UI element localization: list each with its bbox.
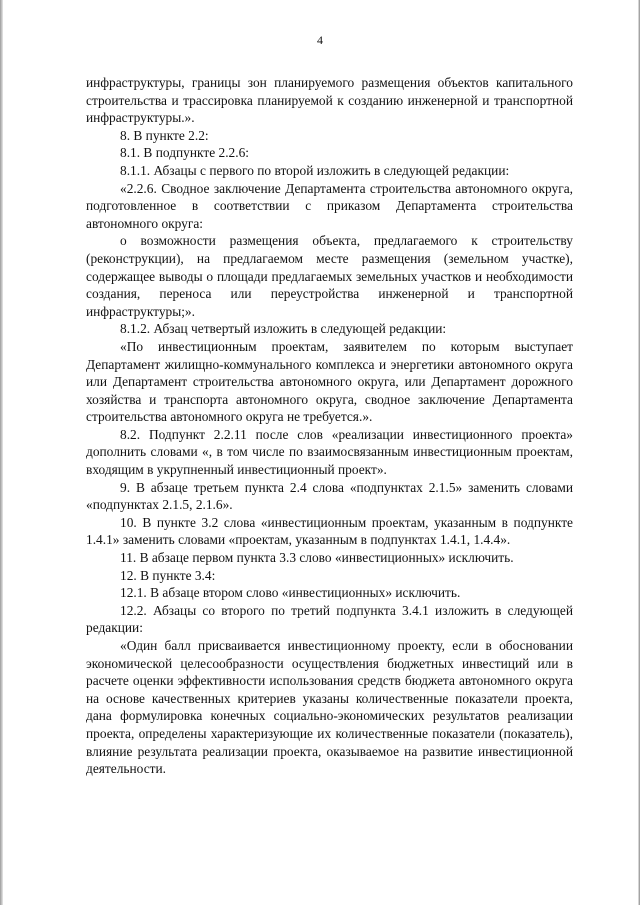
paragraph-11: 10. В пункте 3.2 слова «инвестиционным проектам, указанным в подпункте 1.4.1» заменить словами «проектам, указанным в подпунктах 1.4.1, 1.4.4». <box>86 514 573 548</box>
paragraph-5: «2.2.6. Сводное заключение Департамента строительства автономного округа, подготовленное в соответствии с приказом Департамента строительства автономного округа: <box>86 180 573 231</box>
paragraph-14: 12.1. В абзаце втором слово «инвестиционных» исключить. <box>120 585 461 601</box>
paragraph-3: 8.1. В подпункте 2.2.6: <box>120 145 250 161</box>
paragraph-4: 8.1.1. Абзацы с первого по второй изложить в следующей редакции: <box>120 162 510 178</box>
paragraph-12: 11. В абзаце первом пункта 3.3 слово «инвестиционных» исключить. <box>120 550 514 566</box>
page-number: 4 <box>317 33 323 47</box>
paragraph-6: о возможности размещения объекта, предлагаемого к строительству (реконструкции), на предлагаемом месте размещения (земельном участке), содержащее выводы о площади предлагаемых земельных участков и необходимости создания, переноса или переустройства инженерной и транспортной инфраструктуры;». <box>86 233 573 319</box>
paragraph-15: 12.2. Абзацы со второго по третий подпункта 3.4.1 изложить в следующей редакции: <box>86 602 573 636</box>
paragraph-9: 8.2. Подпункт 2.2.11 после слов «реализации инвестиционного проекта» дополнить словами «, в том числе по взаимосвязанным инвестиционным проектам, входящим в укрупненный инвестиционный проект». <box>86 426 573 478</box>
scan-edge-left <box>0 0 3 905</box>
paragraph-10: 9. В абзаце третьем пункта 2.4 слова «подпунктах 2.1.5» заменить словами «подпунктах 2.1.5, 2.1.6». <box>86 479 573 513</box>
paragraph-8: «По инвестиционным проектам, заявителем по которым выступает Департамент жилищно-коммунального комплекса и энергетики автономного округа или Департамент строительства автономного округа, или Департамент дорожного хозяйства и транспорта автономного округа, сводное заключение Департамента строительства автономного округа не требуется.». <box>86 338 573 425</box>
document-body <box>86 74 573 778</box>
paragraph-1: инфраструктуры, границы зон планируемого размещения объектов капитального строительства и трассировка планируемой к созданию инженерной и транспортной инфраструктуры.». <box>86 75 573 126</box>
paragraph-2: 8. В пункте 2.2: <box>120 127 209 143</box>
paragraph-13: 12. В пункте 3.4: <box>120 567 216 583</box>
paragraph-16: «Один балл присваивается инвестиционному проекту, если в обосновании экономической целесообразности осуществления бюджетных инвестиций или в расчете оценки эффективности использования средств бюджета автономного округа на основе качественных критериев указаны количественные показатели проекта, дана формулировка конечных социально-экономических результатов реализации проекта, определены характеризующие их количественные показатели (показатель), влияние результата реализации проекта, оказываемое на развитие инвестиционной деятельности. <box>86 638 573 777</box>
paragraph-7: 8.1.2. Абзац четвертый изложить в следующей редакции: <box>120 321 447 337</box>
